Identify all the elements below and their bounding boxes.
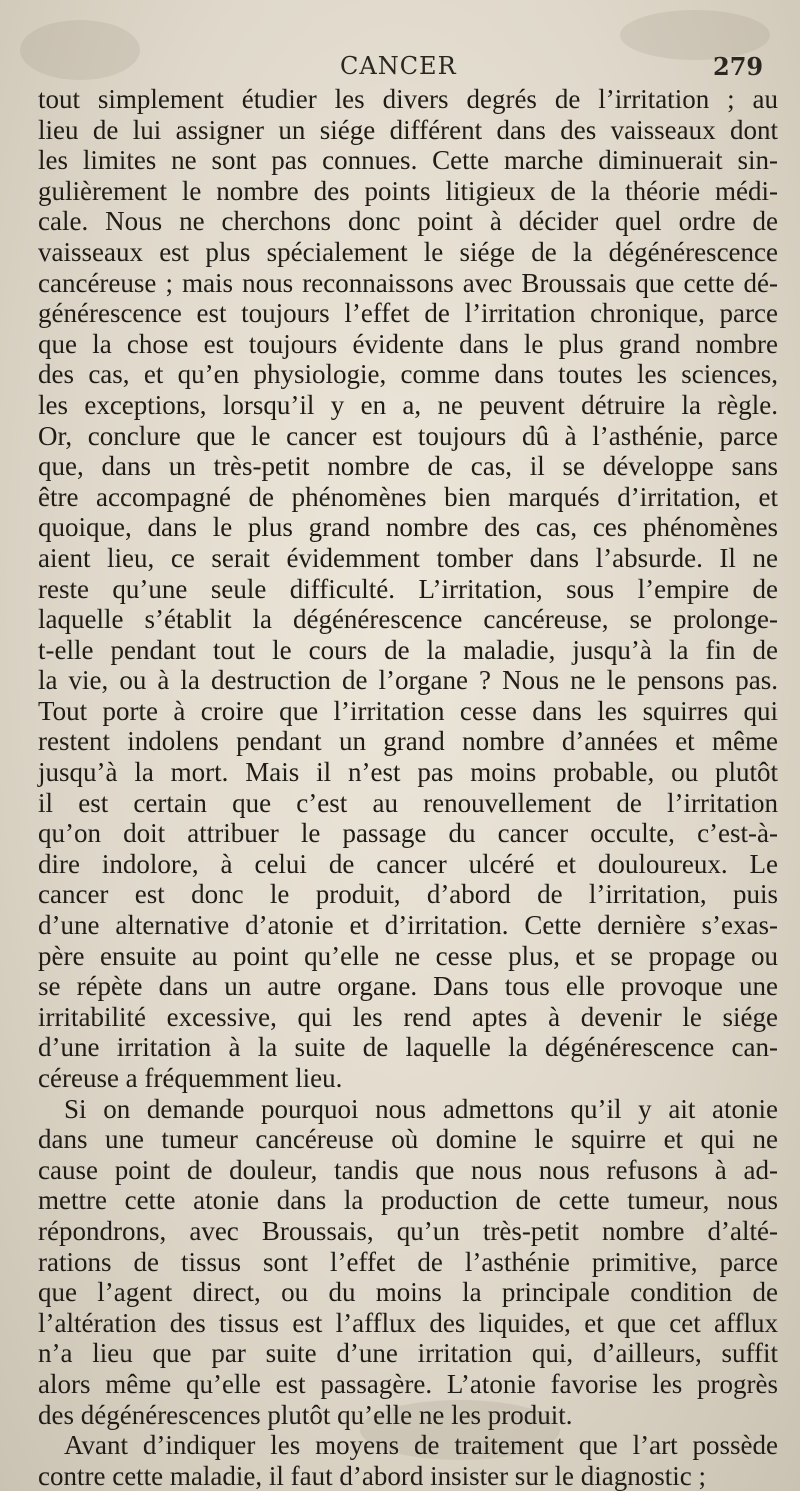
text-line: que la chose est toujours évidente dans le plus grand nombre bbox=[38, 328, 778, 359]
text-line: il est certain que c’est au renouvellement de l’irritation bbox=[38, 787, 778, 818]
text-line: cancer est donc le produit, d’abord de l’irritation, puis bbox=[38, 879, 778, 910]
text-line: reste qu’une seule difficulté. L’irritation, sous l’empire de bbox=[38, 573, 778, 604]
text-line: les limites ne sont pas connues. Cette marche diminuerait sin- bbox=[38, 145, 778, 176]
text-line: t-elle pendant tout le cours de la maladie, jusqu’à la fin de bbox=[38, 634, 778, 665]
text-line: des dégénérescences plutôt qu’elle ne les produit. bbox=[38, 1399, 573, 1430]
text-line: dans une tumeur cancéreuse où domine le squirre et qui ne bbox=[38, 1124, 778, 1155]
text-line: père ensuite au point qu’elle ne cesse plus, et se propage ou bbox=[38, 940, 778, 971]
text-line: d’une alternative d’atonie et d’irritation. Cette dernière s’exas- bbox=[38, 910, 778, 941]
text-line: que l’agent direct, ou du moins la principale condition de bbox=[38, 1277, 778, 1308]
text-line: Or, conclure que le cancer est toujours dû à l’asthénie, parce bbox=[38, 420, 778, 451]
running-head-title: CANCER bbox=[340, 52, 457, 80]
text-line: aient lieu, ce serait évidemment tomber dans l’absurde. Il ne bbox=[38, 542, 778, 573]
text-line: gulièrement le nombre des points litigieux de la théorie médi- bbox=[38, 175, 778, 206]
page-number: 279 bbox=[713, 52, 764, 81]
text-line: irritabilité excessive, qui les rend aptes à devenir le siége bbox=[38, 1001, 778, 1032]
text-line: restent indolens pendant un grand nombre d’années et même bbox=[38, 726, 778, 757]
text-line: quoique, dans le plus grand nombre des cas, ces phénomènes bbox=[38, 512, 778, 543]
text-line: céreuse a fréquemment lieu. bbox=[38, 1063, 343, 1093]
text-line: des cas, et qu’en physiologie, comme dans toutes les sciences, bbox=[38, 359, 778, 390]
text-line: laquelle s’établit la dégénérescence cancéreuse, se prolonge- bbox=[38, 604, 778, 635]
text-line: se répète dans un autre organe. Dans tous elle provoque une bbox=[38, 971, 778, 1002]
text-line: être accompagné de phénomènes bien marqués d’irritation, et bbox=[38, 481, 778, 512]
text-line: jusqu’à la mort. Mais il n’est pas moins probable, ou plutôt bbox=[38, 757, 778, 788]
paragraph-first-line: Si on demande pourquoi nous admettons qu’il y ait atonie bbox=[64, 1093, 778, 1124]
text-line: lieu de lui assigner un siége différent dans des vaisseaux dont bbox=[38, 114, 778, 145]
text-line: rations de tissus sont l’effet de l’asthénie primitive, parce bbox=[38, 1246, 778, 1277]
text-line: vaisseaux est plus spécialement le siége de la dégénérescence bbox=[38, 236, 778, 267]
text-line: générescence est toujours l’effet de l’irritation chronique, parce bbox=[38, 298, 778, 329]
text-line: contre cette maladie, il faut d’abord insister sur le diagnostic ; bbox=[38, 1460, 707, 1491]
text-line: dire indolore, à celui de cancer ulcéré et douloureux. Le bbox=[38, 848, 778, 879]
text-line: mettre cette atonie dans la production de cette tumeur, nous bbox=[38, 1185, 778, 1216]
text-line: que, dans un très-petit nombre de cas, il se développe sans bbox=[38, 451, 778, 482]
paragraph-first-line: Avant d’indiquer les moyens de traitement que l’art possède bbox=[64, 1430, 778, 1461]
body-text bbox=[38, 84, 778, 1491]
text-line: alors même qu’elle est passagère. L’atonie favorise les progrès bbox=[38, 1368, 778, 1399]
paragraph-first-line: tout simplement étudier les divers degrés de l’irritation ; au bbox=[38, 84, 778, 114]
text-line: Tout porte à croire que l’irritation cesse dans les squirres qui bbox=[38, 695, 778, 726]
running-head bbox=[0, 52, 800, 88]
text-line: répondrons, avec Broussais, qu’un très-petit nombre d’alté- bbox=[38, 1215, 778, 1246]
text-line: qu’on doit attribuer le passage du cancer occulte, c’est-à- bbox=[38, 818, 778, 849]
text-line: cale. Nous ne cherchons donc point à décider quel ordre de bbox=[38, 206, 778, 237]
text-line: d’une irritation à la suite de laquelle la dégénérescence can- bbox=[38, 1032, 778, 1063]
text-line: la vie, ou à la destruction de l’organe ? Nous ne le pensons pas. bbox=[38, 665, 778, 696]
text-line: l’altération des tissus est l’afflux des liquides, et que cet afflux bbox=[38, 1307, 778, 1338]
text-line: n’a lieu que par suite d’une irritation qui, d’ailleurs, suffit bbox=[38, 1338, 778, 1369]
text-line: les exceptions, lorsqu’il y en a, ne peuvent détruire la règle. bbox=[38, 389, 778, 420]
text-line: cancéreuse ; mais nous reconnaissons avec Broussais que cette dé- bbox=[38, 267, 778, 298]
text-line: cause point de douleur, tandis que nous nous refusons à ad- bbox=[38, 1154, 778, 1185]
